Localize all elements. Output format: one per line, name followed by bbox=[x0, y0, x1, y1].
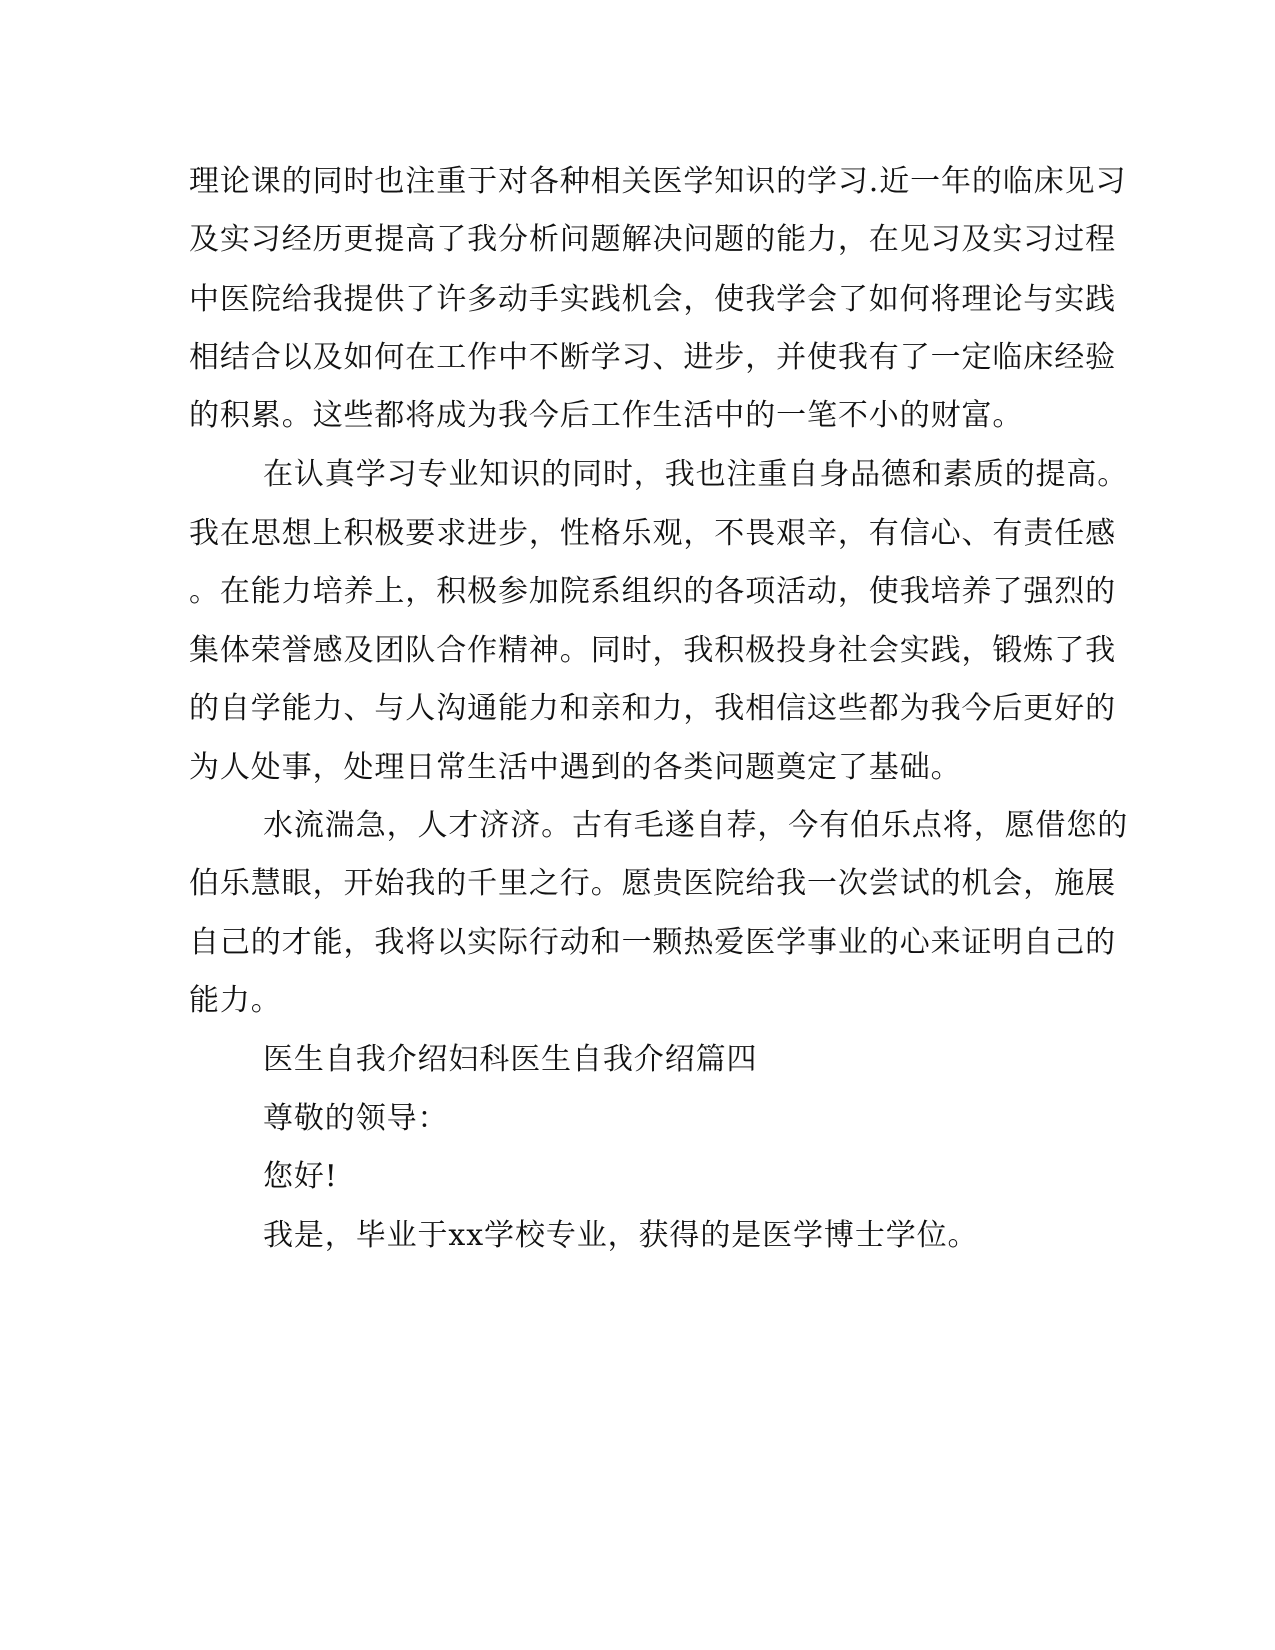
paragraph-line: 水流湍急，人才济济。古有毛遂自荐，今有伯乐点将，愿借您的 bbox=[263, 808, 1129, 843]
paragraph-line: 为人处事，处理日常生活中遇到的各类问题奠定了基础。 bbox=[189, 750, 962, 785]
salutation: 尊敬的领导： bbox=[263, 1101, 449, 1136]
paragraph-line: 集体荣誉感及团队合作精神。同时，我积极投身社会实践，锻炼了我 bbox=[189, 633, 1116, 668]
paragraph-line: 伯乐慧眼，开始我的千里之行。愿贵医院给我一次尝试的机会，施展 bbox=[189, 866, 1116, 901]
paragraph-line: 理论课的同时也注重于对各种相关医学知识的学习.近一年的临床见习 bbox=[189, 164, 1127, 199]
section-heading: 医生自我介绍妇科医生自我介绍篇四 bbox=[263, 1042, 758, 1077]
paragraph-line: 相结合以及如何在工作中不断学习、进步，并使我有了一定临床经验 bbox=[189, 340, 1116, 375]
paragraph-line: 及实习经历更提高了我分析问题解决问题的能力，在见习及实习过程 bbox=[189, 222, 1116, 257]
paragraph-line: 我是，毕业于xx学校专业，获得的是医学博士学位。 bbox=[263, 1218, 979, 1253]
greeting: 您好! bbox=[263, 1159, 338, 1194]
paragraph-line: 。在能力培养上，积极参加院系组织的各项活动，使我培养了强烈的 bbox=[189, 574, 1116, 609]
paragraph-line: 在认真学习专业知识的同时，我也注重自身品德和素质的提高。 bbox=[263, 457, 1129, 492]
paragraph-line: 我在思想上积极要求进步，性格乐观，不畏艰辛，有信心、有责任感 bbox=[189, 516, 1116, 551]
paragraph-line: 自己的才能，我将以实际行动和一颗热爱医学事业的心来证明自己的 bbox=[189, 925, 1116, 960]
paragraph-line: 的自学能力、与人沟通能力和亲和力，我相信这些都为我今后更好的 bbox=[189, 691, 1116, 726]
paragraph-line: 中医院给我提供了许多动手实践机会，使我学会了如何将理论与实践 bbox=[189, 282, 1116, 317]
paragraph-line: 的积累。这些都将成为我今后工作生活中的一笔不小的财富。 bbox=[189, 398, 1024, 433]
paragraph-line: 能力。 bbox=[189, 983, 282, 1018]
